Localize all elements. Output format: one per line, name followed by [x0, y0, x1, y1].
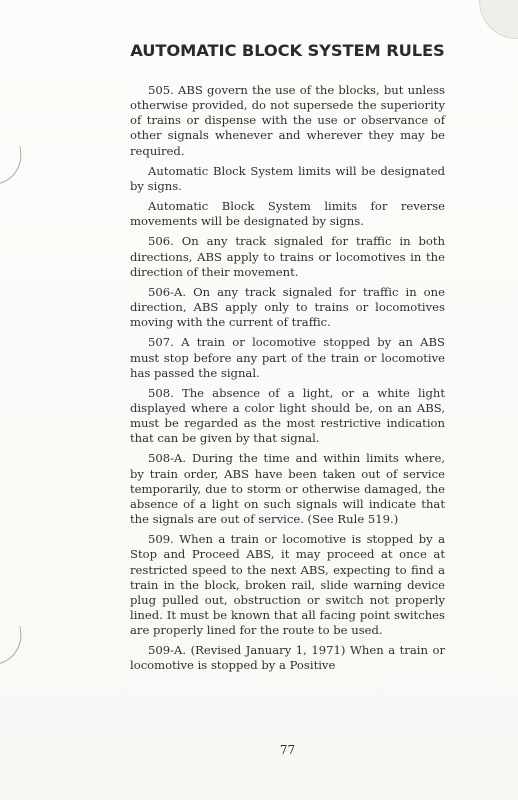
rule-paragraph-505: 505. ABS govern the use of the blocks, but unless otherwise provided, do not supersede the superiority of trains or dispense with the use or observance of other signals whenever and wherever they may be required. [130, 83, 445, 158]
rule-page-content [130, 30, 445, 757]
rule-paragraph-507: 507. A train or locomotive stopped by an ABS must stop before any part of the train or locomotive has passed the signal. [130, 335, 445, 380]
rule-paragraph-508: 508. The absence of a light, or a white light displayed where a color light should be, on an ABS, must be regarded as the most restrictive indication that can be given by that signal. [130, 385, 445, 446]
rule-paragraph-506a: 506-A. On any track signaled for traffic in one direction, ABS apply only to trains or locomotives moving with the current of traffic. [130, 284, 445, 330]
rule-paragraph-508a: 508-A. During the time and within limits where, by train order, ABS have been taken out of service temporarily, due to storm or otherwise damaged, the absence of a light on such signals will indicate that the signals are out of service. (See Rule 519.) [130, 451, 445, 527]
rule-paragraph-509: 509. When a train or locomotive is stopped by a Stop and Proceed ABS, it may proceed at once at restricted speed to the next ABS, expecting to find a train in the block, broken rail, slide warning device plug pulled out, obstruction or switch not properly lined. It must be known that all facing point switches are properly lined for the route to be used. [130, 532, 445, 638]
rule-paragraph-abs-limits: Automatic Block System limits will be designated by signs. [130, 163, 445, 193]
page-number: 77 [279, 743, 296, 757]
rule-paragraph-reverse-limits: Automatic Block System limits for reverse movements will be designated by signs. [130, 199, 445, 229]
rule-paragraph-506: 506. On any track signaled for traffic in both directions, ABS apply to trains or locomotives in the direction of their movement. [130, 234, 445, 279]
page-title: AUTOMATIC BLOCK SYSTEM RULES [130, 41, 445, 60]
rule-paragraph-509a: 509-A. (Revised January 1, 1971) When a train or locomotive is stopped by a Positive [130, 643, 445, 673]
